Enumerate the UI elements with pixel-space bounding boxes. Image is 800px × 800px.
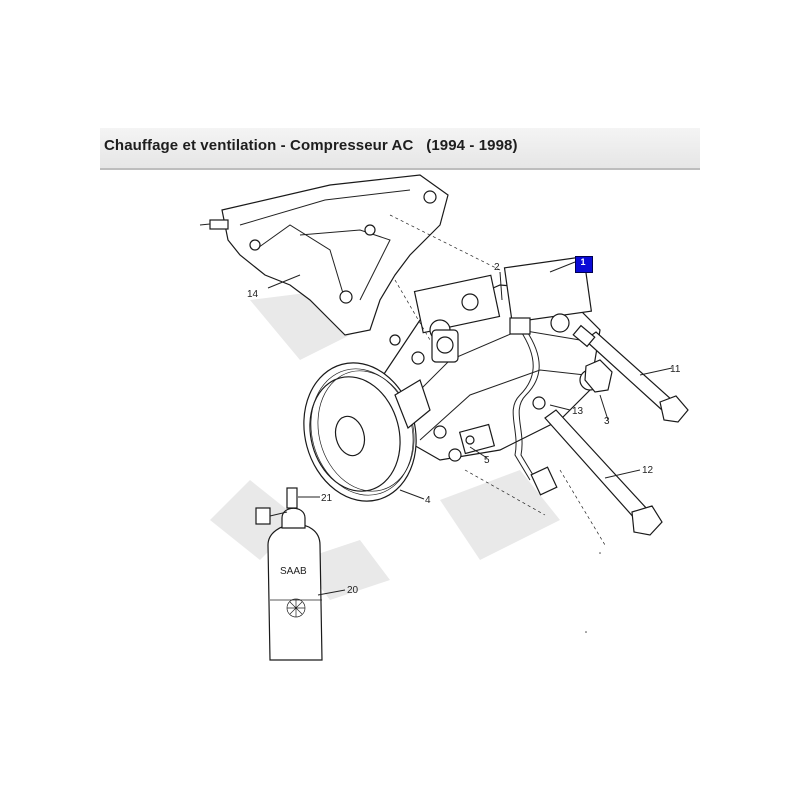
specks	[585, 552, 601, 633]
callout-13: 13	[572, 406, 584, 417]
callout-21: 21	[321, 493, 333, 504]
refrigerant-can	[256, 488, 322, 660]
can-brand-label: SAAB	[280, 566, 307, 577]
callout-5: 5	[484, 455, 490, 466]
callout-4: 4	[425, 495, 431, 506]
mounting-bracket	[200, 175, 448, 335]
callout-3: 3	[604, 416, 610, 427]
part-badge-number: 1	[580, 257, 586, 267]
callout-11: 11	[670, 364, 681, 375]
callout-14: 14	[247, 289, 259, 300]
callout-12: 12	[642, 465, 654, 476]
callout-20: 20	[347, 585, 359, 596]
page-title: Chauffage et ventilation - Compresseur AC (1994 - 1998)	[104, 137, 518, 154]
callout-2: 2	[494, 262, 500, 273]
